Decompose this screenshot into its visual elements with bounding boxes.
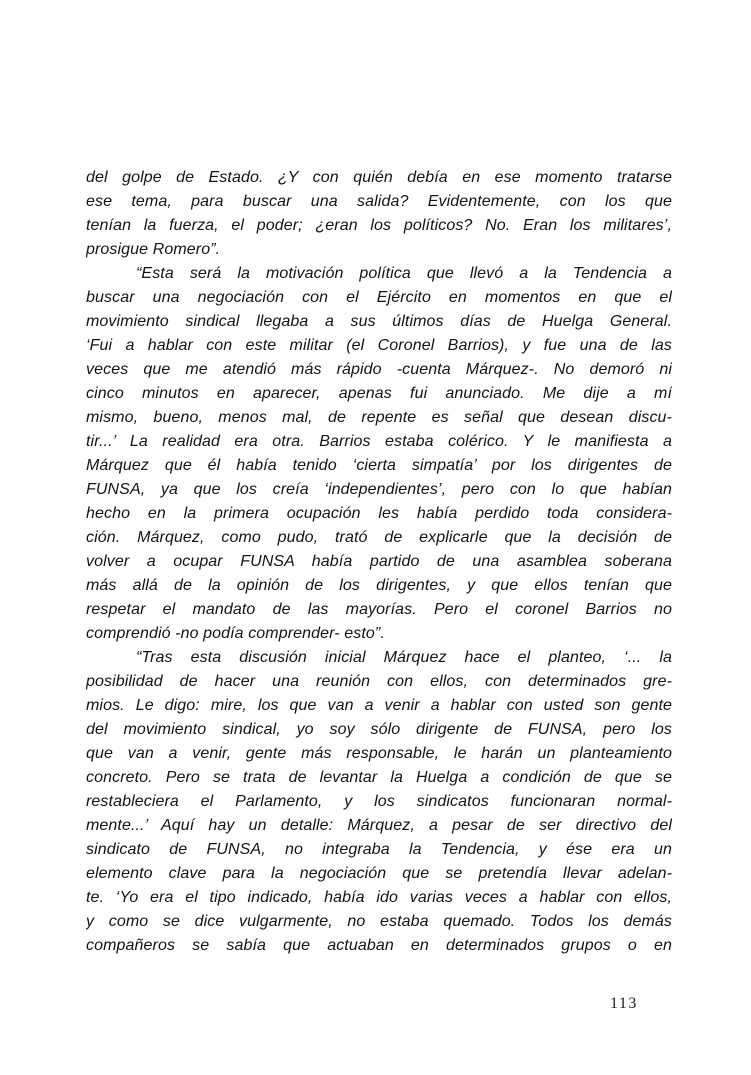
text-line: mios. Le digo: mire, los que van a venir a hablar con usted son gente [86,697,672,714]
text-line: posibilidad de hacer una reunión con ellos, con determinados gre- [86,673,672,690]
paragraph [86,166,672,262]
text-line: concreto. Pero se trata de levantar la Huelga a condición de que se [86,769,672,786]
text-line: comprendió -no podía comprender- esto”. [86,625,385,642]
text-line: ese tema, para buscar una salida? Evidentemente, con los que [86,193,672,210]
text-line: veces que me atendió más rápido -cuenta Márquez-. No demoró ni [86,361,672,378]
text-line: ción. Márquez, como pudo, trató de explicarle que la decisión de [86,529,672,546]
text-line: tenían la fuerza, el poder; ¿eran los políticos? No. Eran los militares’, [86,217,672,234]
text-line: Márquez que él había tenido ‘cierta simpatía’ por los dirigentes de [86,457,672,474]
text-line: cinco minutos en aparecer, apenas fui anunciado. Me dije a mí [86,385,672,402]
text-line: compañeros se sabía que actuaban en determinados grupos o en [86,937,672,954]
page-number: 113 [610,995,638,1012]
text-line: respetar el mandato de las mayorías. Pero el coronel Barrios no [86,601,672,618]
text-line: del movimiento sindical, yo soy sólo dirigente de FUNSA, pero los [86,721,672,738]
text-line: “Esta será la motivación política que llevó a la Tendencia a [136,265,672,282]
text-line: buscar una negociación con el Ejército en momentos en que el [86,289,672,306]
text-line: prosigue Romero”. [86,241,221,258]
text-line: restableciera el Parlamento, y los sindicatos funcionaran normal- [86,793,672,810]
text-line: te. ‘Yo era el tipo indicado, había ido varias veces a hablar con ellos, [86,889,672,906]
text-line: tir...’ La realidad era otra. Barrios estaba colérico. Y le manifiesta a [86,433,672,450]
text-line: mismo, bueno, menos mal, de repente es señal que desean discu- [86,409,672,426]
text-line: y como se dice vulgarmente, no estaba quemado. Todos los demás [86,913,672,930]
paragraph [86,262,672,646]
text-line: mente...’ Aquí hay un detalle: Márquez, a pesar de ser directivo del [86,817,672,834]
text-line: ‘Fui a hablar con este militar (el Coronel Barrios), y fue una de las [86,337,672,354]
body-text [86,166,672,958]
text-line: FUNSA, ya que los creía ‘independientes’, pero con lo que habían [86,481,672,498]
text-line: “Tras esta discusión inicial Márquez hace el planteo, ‘... la [136,649,672,666]
text-line: más allá de la opinión de los dirigentes, y que ellos tenían que [86,577,672,594]
text-line: hecho en la primera ocupación les había perdido toda considera- [86,505,672,522]
text-line: elemento clave para la negociación que se pretendía llevar adelan- [86,865,672,882]
text-line: del golpe de Estado. ¿Y con quién debía en ese momento tratarse [86,169,672,186]
paragraph [86,646,672,958]
text-line: movimiento sindical llegaba a sus últimos días de Huelga General. [86,313,672,330]
text-line: que van a venir, gente más responsable, le harán un planteamiento [86,745,672,762]
text-line: volver a ocupar FUNSA había partido de una asamblea soberana [86,553,672,570]
text-line: sindicato de FUNSA, no integraba la Tendencia, y ése era un [86,841,672,858]
